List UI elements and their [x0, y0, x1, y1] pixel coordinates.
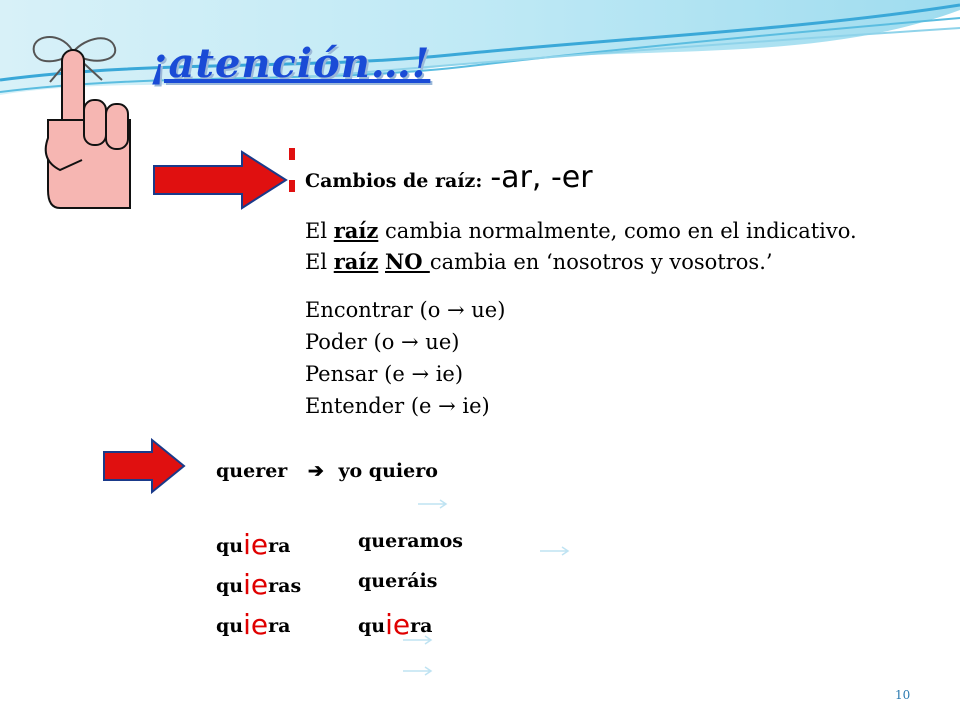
stem-pre: qu	[358, 615, 386, 637]
conjugation-cell	[358, 606, 432, 639]
rule2-mid	[378, 250, 385, 274]
example-result: yo quiero	[338, 460, 438, 482]
stem-pre: qu	[216, 575, 244, 597]
faint-arrow-icon	[540, 545, 572, 557]
conjugation-cell	[216, 606, 290, 639]
stem-pre: qu	[216, 615, 244, 637]
rule2-word: raíz	[333, 249, 379, 274]
subtitle	[305, 160, 593, 195]
rule1-word: raíz	[333, 218, 379, 243]
verb-item: Entender (e → ie)	[305, 394, 490, 418]
rule1-pre: El	[305, 219, 334, 243]
stem-change: ie	[385, 608, 411, 641]
example-verb: querer	[216, 460, 288, 482]
subtitle-label: Cambios de raíz:	[305, 170, 483, 192]
conjugation-cell	[216, 526, 290, 559]
rule-line-2	[305, 249, 773, 274]
conjugation-cell: queramos	[358, 530, 463, 552]
faint-arrow-icon	[418, 498, 450, 510]
subtitle-endings: -ar, -er	[490, 160, 593, 195]
verb-item: Encontrar (o → ue)	[305, 298, 506, 322]
finger-string-reminder-icon	[20, 20, 160, 215]
stem-change: ie	[243, 568, 269, 601]
red-arrow-icon	[100, 438, 188, 494]
faint-arrow-icon	[403, 665, 435, 677]
rule2-pre: El	[305, 250, 334, 274]
verb-item: Pensar (e → ie)	[305, 362, 464, 386]
page-number: 10	[895, 688, 911, 702]
rule1-post: cambia normalmente, como en el indicativo.	[378, 219, 857, 243]
verb-item: Poder (o → ue)	[305, 330, 460, 354]
stem-post: ra	[410, 615, 433, 637]
conjugation-cell	[216, 566, 301, 599]
arrow-right-icon: ➔	[307, 460, 324, 482]
stem-post: ras	[268, 575, 302, 597]
bullet-marks	[286, 148, 298, 196]
rule2-no: NO	[385, 249, 430, 274]
stem-change: ie	[243, 608, 269, 641]
example-line	[216, 460, 438, 482]
stem-pre: qu	[216, 535, 244, 557]
rule2-post: cambia en ‘nosotros y vosotros.’	[429, 250, 773, 274]
stem-post: ra	[268, 535, 291, 557]
stem-post: ra	[268, 615, 291, 637]
stem-change: ie	[243, 528, 269, 561]
slide-title: ¡atención…!	[150, 40, 431, 87]
red-arrow-icon	[150, 150, 290, 210]
rule-line-1	[305, 218, 857, 243]
conjugation-cell: queráis	[358, 570, 438, 592]
